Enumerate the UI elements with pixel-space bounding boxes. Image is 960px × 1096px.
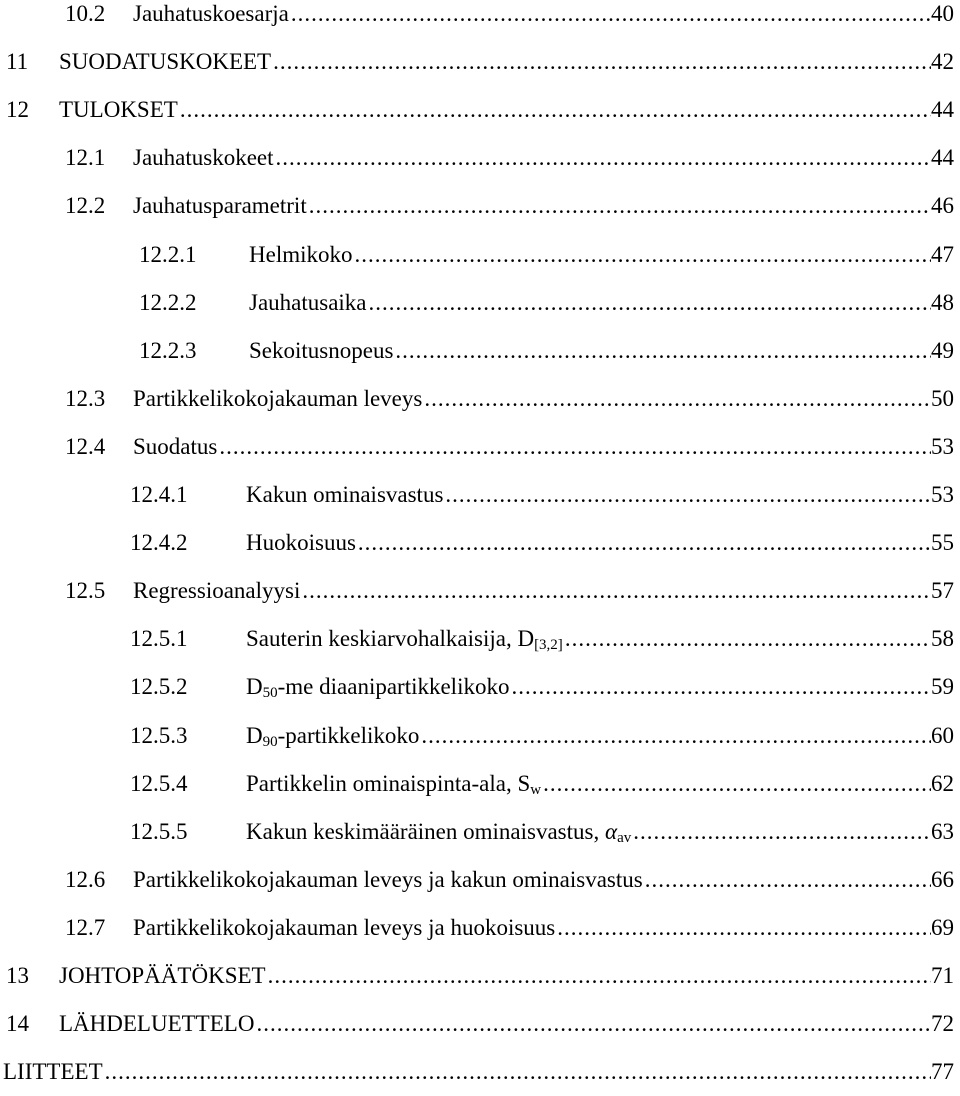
toc-entry[interactable] [65, 423, 954, 471]
toc-title [133, 134, 274, 182]
toc-title-text: LIITTEET [3, 1059, 103, 1085]
toc-number: 12.2.1 [139, 241, 197, 267]
toc-title-text: Jauhatuskokeet [133, 145, 274, 171]
toc-title [246, 471, 443, 519]
toc-entry[interactable] [139, 231, 954, 279]
toc-entry[interactable] [6, 38, 954, 86]
toc-dot-leader [633, 808, 931, 856]
toc-number: 12.1 [65, 145, 106, 171]
toc-title [59, 38, 271, 86]
toc-number: 13 [6, 963, 29, 988]
toc-title-subscript: av [617, 829, 632, 846]
toc-page-number: 63 [931, 818, 954, 844]
toc-number: 12.5 [65, 578, 106, 604]
toc-page-number: 44 [931, 145, 954, 171]
toc-title [3, 1048, 103, 1096]
toc-entry[interactable] [65, 0, 954, 38]
toc-title [133, 375, 422, 423]
toc-title-text: Partikkelikokojakauman leveys ja huokoisuus [133, 914, 556, 940]
toc-title-text: D [246, 674, 263, 700]
toc-title-text: Suodatus [133, 433, 218, 459]
toc-page-number: 55 [931, 530, 954, 556]
toc-title-subscript: [3,2] [534, 637, 563, 654]
toc-entry[interactable] [130, 519, 954, 567]
toc-title [133, 423, 217, 471]
toc-page-number: 53 [931, 482, 954, 507]
toc-title-text: Kakun keskimääräinen ominaisvastus, [246, 818, 605, 844]
toc-number: 12.2 [65, 193, 106, 219]
toc-page-number: 72 [931, 1011, 954, 1037]
toc-number: 12.2.3 [139, 337, 197, 363]
toc-page-number: 46 [931, 193, 954, 219]
toc-number: 11 [6, 49, 29, 75]
toc-number: 10.2 [65, 1, 106, 26]
toc-dot-leader [358, 519, 931, 567]
toc-dot-leader [424, 375, 931, 423]
toc-number: 12.5.3 [130, 722, 188, 748]
toc-title-text: Sekoitusnopeus [249, 337, 394, 363]
toc-page-number: 40 [931, 1, 954, 26]
toc-dot-leader [421, 712, 931, 760]
toc-title-text: Jauhatuskoesarja [133, 1, 289, 26]
toc-page-number: 77 [931, 1059, 954, 1085]
toc-dot-leader [180, 86, 931, 134]
toc-dot-leader [557, 904, 931, 952]
toc-page-number: 50 [931, 385, 954, 411]
toc-page-number: 42 [931, 49, 954, 75]
toc-title [246, 808, 631, 862]
toc-title-text-suffix: -partikkelikoko [277, 722, 420, 748]
toc-number: 12.2.2 [139, 289, 197, 315]
toc-title-text: LÄHDELUETTELO [59, 1011, 255, 1037]
toc-title [246, 712, 419, 766]
toc-title [246, 519, 356, 567]
toc-entry[interactable] [6, 86, 954, 134]
toc-title-text: TULOKSET [59, 97, 178, 123]
toc-dot-leader [369, 279, 931, 327]
toc-title [133, 182, 307, 230]
toc-title [249, 327, 393, 375]
toc-entry[interactable] [65, 182, 954, 230]
toc-title [59, 952, 266, 1000]
toc-dot-leader [302, 567, 931, 615]
toc-dot-leader [268, 952, 931, 1000]
toc-number: 12.5.1 [130, 626, 188, 652]
toc-number: 12 [6, 97, 29, 123]
toc-title [133, 567, 300, 615]
toc-dot-leader [543, 760, 931, 808]
toc-entry[interactable] [139, 279, 954, 327]
toc-title-text: JOHTOPÄÄTÖKSET [59, 963, 266, 988]
toc-page-number: 62 [931, 770, 954, 796]
toc-entry[interactable] [6, 952, 954, 1000]
toc-entry[interactable] [6, 1000, 954, 1048]
toc-page-number: 57 [931, 578, 954, 604]
toc-title [249, 231, 353, 279]
toc-title-text: SUODATUSKOKEET [59, 49, 272, 75]
toc-dot-leader [511, 663, 931, 711]
toc-entry[interactable] [65, 134, 954, 182]
toc-dot-leader [291, 0, 931, 38]
toc-dot-leader [565, 615, 931, 663]
toc-page-number: 60 [931, 722, 954, 748]
toc-title-text: Helmikoko [249, 241, 353, 267]
toc-dot-leader [355, 231, 932, 279]
toc-title-subscript: 50 [262, 685, 278, 702]
toc-entry[interactable] [130, 471, 954, 519]
toc-entry[interactable] [65, 567, 954, 615]
toc-dot-leader [219, 423, 931, 471]
toc-title [133, 856, 643, 904]
toc-number: 12.4 [65, 433, 106, 459]
toc-entry[interactable] [65, 375, 954, 423]
toc-number: 12.4.2 [130, 530, 188, 556]
toc-title [246, 760, 541, 814]
toc-title-text: Regressioanalyysi [133, 578, 301, 604]
toc-dot-leader [309, 182, 931, 230]
toc-page-number: 47 [931, 241, 954, 267]
toc-title-symbol: α [604, 818, 618, 844]
toc-number: 12.5.4 [130, 770, 188, 796]
toc-title [249, 279, 367, 327]
toc-number: 14 [6, 1011, 29, 1037]
toc-number: 12.3 [65, 385, 106, 411]
toc-entry[interactable] [139, 327, 954, 375]
toc-number: 12.6 [65, 866, 106, 892]
toc-page-number: 48 [931, 289, 954, 315]
toc-page-number: 71 [931, 963, 954, 988]
toc-page-number: 59 [931, 674, 954, 700]
toc-entry[interactable] [130, 808, 954, 856]
toc-title-text: Sauterin keskiarvohalkaisija, D [246, 626, 535, 652]
toc-entry[interactable] [130, 760, 954, 808]
toc-entry[interactable] [130, 663, 954, 711]
toc-number: 12.4.1 [130, 482, 188, 507]
toc-title [59, 86, 178, 134]
toc-dot-leader [645, 856, 931, 904]
toc-title-text: Partikkelin ominaispinta-ala, S [246, 770, 531, 796]
toc-page-number: 49 [931, 337, 954, 363]
toc-number: 12.5.5 [130, 818, 188, 844]
toc-title-text: Jauhatusparametrit [133, 193, 307, 219]
toc-title-text-suffix: -me diaanipartikkelikoko [277, 674, 510, 700]
toc-dot-leader [276, 134, 931, 182]
toc-title-text: Partikkelikokojakauman leveys [133, 385, 423, 411]
toc-title-text: Jauhatusaika [249, 289, 367, 315]
toc-title [133, 904, 555, 952]
toc-dot-leader [256, 1000, 931, 1048]
toc-title [59, 1000, 254, 1048]
toc-entry[interactable] [130, 712, 954, 760]
toc-title-text: D [246, 722, 263, 748]
toc-title-subscript: w [530, 781, 542, 798]
toc-page-number: 53 [931, 433, 954, 459]
toc-page-number: 66 [931, 866, 954, 892]
toc-entry[interactable] [65, 856, 954, 904]
toc-title [246, 615, 563, 669]
toc-page-number: 58 [931, 626, 954, 652]
toc-dot-leader [445, 471, 931, 519]
toc-dot-leader [273, 38, 931, 86]
toc-dot-leader [395, 327, 931, 375]
toc-title-text: Kakun ominaisvastus [246, 482, 444, 507]
toc-page-number: 44 [931, 97, 954, 123]
toc-title [246, 663, 509, 717]
toc-page-number: 69 [931, 914, 954, 940]
toc-entry[interactable] [3, 1048, 954, 1096]
toc-title-text: Huokoisuus [246, 530, 356, 556]
toc-entry[interactable] [65, 904, 954, 952]
toc-title [133, 0, 289, 38]
toc-title-subscript: 90 [262, 733, 278, 750]
toc-number: 12.5.2 [130, 674, 188, 700]
toc-dot-leader [105, 1048, 931, 1096]
toc-title-text: Partikkelikokojakauman leveys ja kakun ominaisvastus [133, 866, 643, 892]
toc-number: 12.7 [65, 914, 106, 940]
toc-entry[interactable] [130, 615, 954, 663]
